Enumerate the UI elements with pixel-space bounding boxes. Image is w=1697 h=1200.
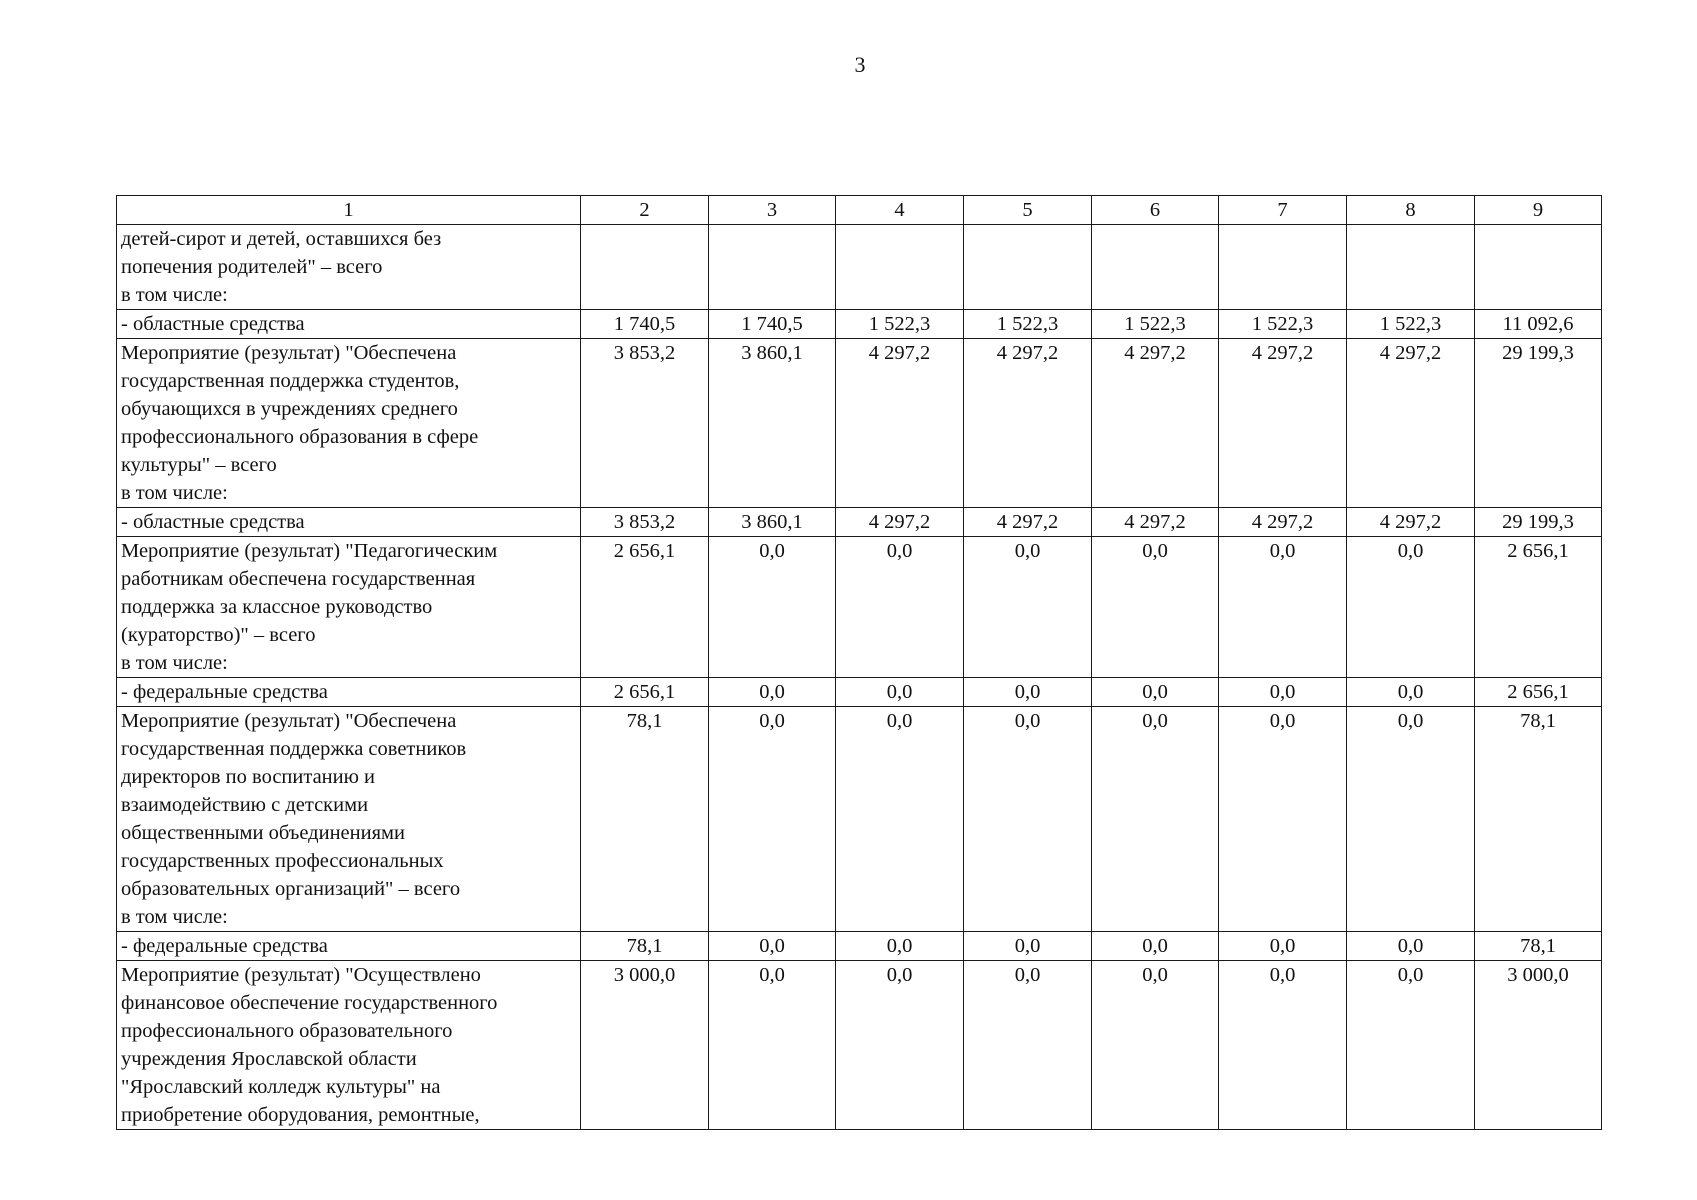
row-value: 0,0 — [964, 678, 1092, 707]
row-value: 2 656,1 — [1475, 537, 1602, 678]
budget-table — [116, 195, 1602, 1130]
row-value: 0,0 — [1219, 707, 1347, 932]
row-value: 0,0 — [964, 537, 1092, 678]
row-value: 78,1 — [581, 707, 709, 932]
table-row — [117, 678, 1602, 707]
table-row — [117, 225, 1602, 310]
table-row — [117, 310, 1602, 339]
row-value: 3 860,1 — [709, 508, 836, 537]
column-header: 4 — [836, 196, 964, 225]
row-value: 0,0 — [1347, 707, 1475, 932]
row-value — [964, 225, 1092, 310]
row-value: 4 297,2 — [836, 339, 964, 508]
row-label: Мероприятие (результат) "Обеспечена государственная поддержка советников директоров по воспитанию и взаимодействию с детскими общественными объединениями государственных профессиональных образовательных организаций" – всего в том числе: — [117, 707, 581, 932]
row-value: 78,1 — [1475, 707, 1602, 932]
row-label: - федеральные средства — [117, 932, 581, 961]
column-header: 8 — [1347, 196, 1475, 225]
row-value: 0,0 — [1219, 537, 1347, 678]
column-header: 2 — [581, 196, 709, 225]
row-value — [709, 225, 836, 310]
table-row — [117, 707, 1602, 932]
row-value: 0,0 — [836, 537, 964, 678]
row-value: 0,0 — [1092, 678, 1219, 707]
row-value: 3 000,0 — [581, 961, 709, 1130]
row-value: 0,0 — [964, 707, 1092, 932]
row-value: 3 853,2 — [581, 339, 709, 508]
row-value: 0,0 — [1347, 961, 1475, 1130]
column-header: 3 — [709, 196, 836, 225]
row-value: 0,0 — [836, 707, 964, 932]
row-value: 0,0 — [1219, 932, 1347, 961]
column-header: 6 — [1092, 196, 1219, 225]
row-value: 1 740,5 — [709, 310, 836, 339]
row-label: - федеральные средства — [117, 678, 581, 707]
row-value: 4 297,2 — [1219, 339, 1347, 508]
table-row — [117, 961, 1602, 1130]
row-value: 3 860,1 — [709, 339, 836, 508]
row-value: 3 853,2 — [581, 508, 709, 537]
row-value: 0,0 — [964, 932, 1092, 961]
column-number-row — [117, 196, 1602, 225]
row-value: 1 522,3 — [1092, 310, 1219, 339]
row-label: Мероприятие (результат) "Осуществлено финансовое обеспечение государственного профессионального образовательного учреждения Ярославской области "Ярославский колледж культуры" на приобретение оборудования, ремонтные, — [117, 961, 581, 1130]
row-value — [1475, 225, 1602, 310]
row-value: 1 522,3 — [964, 310, 1092, 339]
row-value: 0,0 — [1219, 961, 1347, 1130]
row-value: 2 656,1 — [1475, 678, 1602, 707]
row-value: 2 656,1 — [581, 678, 709, 707]
row-value: 1 740,5 — [581, 310, 709, 339]
row-value — [581, 225, 709, 310]
row-value: 1 522,3 — [1347, 310, 1475, 339]
row-value: 0,0 — [836, 678, 964, 707]
row-value: 0,0 — [1092, 707, 1219, 932]
table-row — [117, 932, 1602, 961]
row-value: 0,0 — [1092, 932, 1219, 961]
row-value: 0,0 — [709, 678, 836, 707]
row-value: 4 297,2 — [964, 508, 1092, 537]
row-value: 0,0 — [1092, 961, 1219, 1130]
row-value: 3 000,0 — [1475, 961, 1602, 1130]
row-value: 4 297,2 — [836, 508, 964, 537]
row-value: 0,0 — [1347, 537, 1475, 678]
column-header: 5 — [964, 196, 1092, 225]
row-value: 4 297,2 — [1347, 508, 1475, 537]
row-value — [1092, 225, 1219, 310]
column-header: 9 — [1475, 196, 1602, 225]
page-number: 3 — [854, 52, 866, 77]
row-value: 2 656,1 — [581, 537, 709, 678]
row-value — [1347, 225, 1475, 310]
row-value: 4 297,2 — [964, 339, 1092, 508]
row-value: 0,0 — [709, 932, 836, 961]
row-value: 4 297,2 — [1347, 339, 1475, 508]
row-value: 29 199,3 — [1475, 508, 1602, 537]
row-value: 29 199,3 — [1475, 339, 1602, 508]
row-value — [1219, 225, 1347, 310]
row-value: 4 297,2 — [1219, 508, 1347, 537]
table-row — [117, 537, 1602, 678]
row-value: 1 522,3 — [1219, 310, 1347, 339]
row-value: 4 297,2 — [1092, 339, 1219, 508]
column-header: 1 — [117, 196, 581, 225]
table-row — [117, 508, 1602, 537]
row-value: 1 522,3 — [836, 310, 964, 339]
table-row — [117, 339, 1602, 508]
column-header: 7 — [1219, 196, 1347, 225]
row-label: Мероприятие (результат) "Педагогическим работникам обеспечена государственная поддержка за классное руководство (кураторство)" – всего в том числе: — [117, 537, 581, 678]
row-value: 0,0 — [1219, 678, 1347, 707]
row-value: 0,0 — [964, 961, 1092, 1130]
row-label: - областные средства — [117, 310, 581, 339]
row-value: 0,0 — [836, 961, 964, 1130]
row-value: 0,0 — [1347, 932, 1475, 961]
row-label: - областные средства — [117, 508, 581, 537]
row-value: 0,0 — [709, 707, 836, 932]
row-value: 78,1 — [1475, 932, 1602, 961]
row-label: Мероприятие (результат) "Обеспечена государственная поддержка студентов, обучающихся в учреждениях среднего профессионального образования в сфере культуры" – всего в том числе: — [117, 339, 581, 508]
row-value: 11 092,6 — [1475, 310, 1602, 339]
row-value: 78,1 — [581, 932, 709, 961]
row-value: 4 297,2 — [1092, 508, 1219, 537]
row-value: 0,0 — [836, 932, 964, 961]
row-value: 0,0 — [1092, 537, 1219, 678]
row-value: 0,0 — [1347, 678, 1475, 707]
row-label: детей-сирот и детей, оставшихся без попечения родителей" – всего в том числе: — [117, 225, 581, 310]
row-value: 0,0 — [709, 537, 836, 678]
row-value — [836, 225, 964, 310]
row-value: 0,0 — [709, 961, 836, 1130]
